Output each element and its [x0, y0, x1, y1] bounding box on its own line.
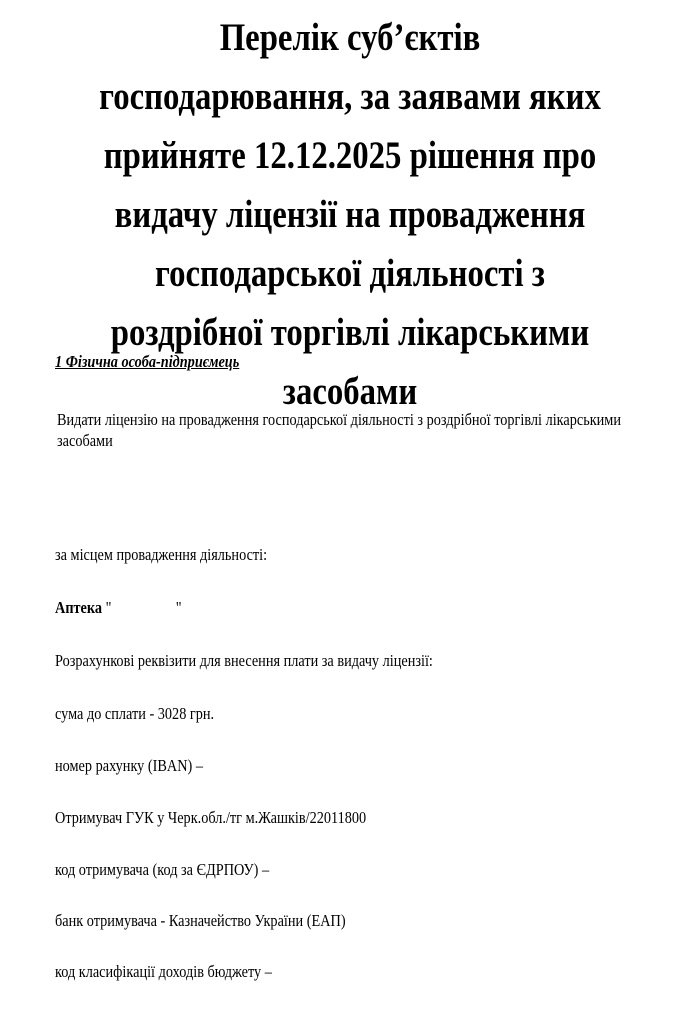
- recipient-code-line: код отримувача (код за ЄДРПОУ) –: [55, 860, 270, 879]
- recipient-line: Отримувач ГУК у Черк.обл./тг м.Жашків/22011800: [55, 808, 367, 827]
- pharmacy-quote-open: ": [105, 598, 112, 617]
- iban-line: номер рахунку (IBAN) –: [55, 756, 204, 775]
- bank-line: банк отримувача - Казначейство України (ЕАП): [55, 911, 346, 930]
- pharmacy-name-label: Аптека: [55, 598, 103, 617]
- amount-due: сума до сплати - 3028 грн.: [55, 704, 215, 723]
- section-heading: 1 Фізична особа-підприємець: [55, 352, 240, 371]
- place-of-activity-label: за місцем провадження діяльності:: [55, 545, 268, 564]
- document-title: Перелік суб’єктів господарювання, за заявами яких прийняте 12.12.2025 рішення про видачу ліцензії на провадження господарської діяльності з роздрібної торгівлі лікарськими засобами: [99, 16, 601, 413]
- decision-text: Видати ліцензію на провадження господарської діяльності з роздрібної торгівлі лікарськими засобами: [57, 410, 621, 450]
- budget-code-line: код класифікації доходів бюджету –: [55, 962, 272, 981]
- pharmacy-quote-close: ": [175, 598, 182, 617]
- pharmacy-name: [55, 598, 182, 618]
- payment-details-label: Розрахункові реквізити для внесення плати за видачу ліцензії:: [55, 651, 433, 670]
